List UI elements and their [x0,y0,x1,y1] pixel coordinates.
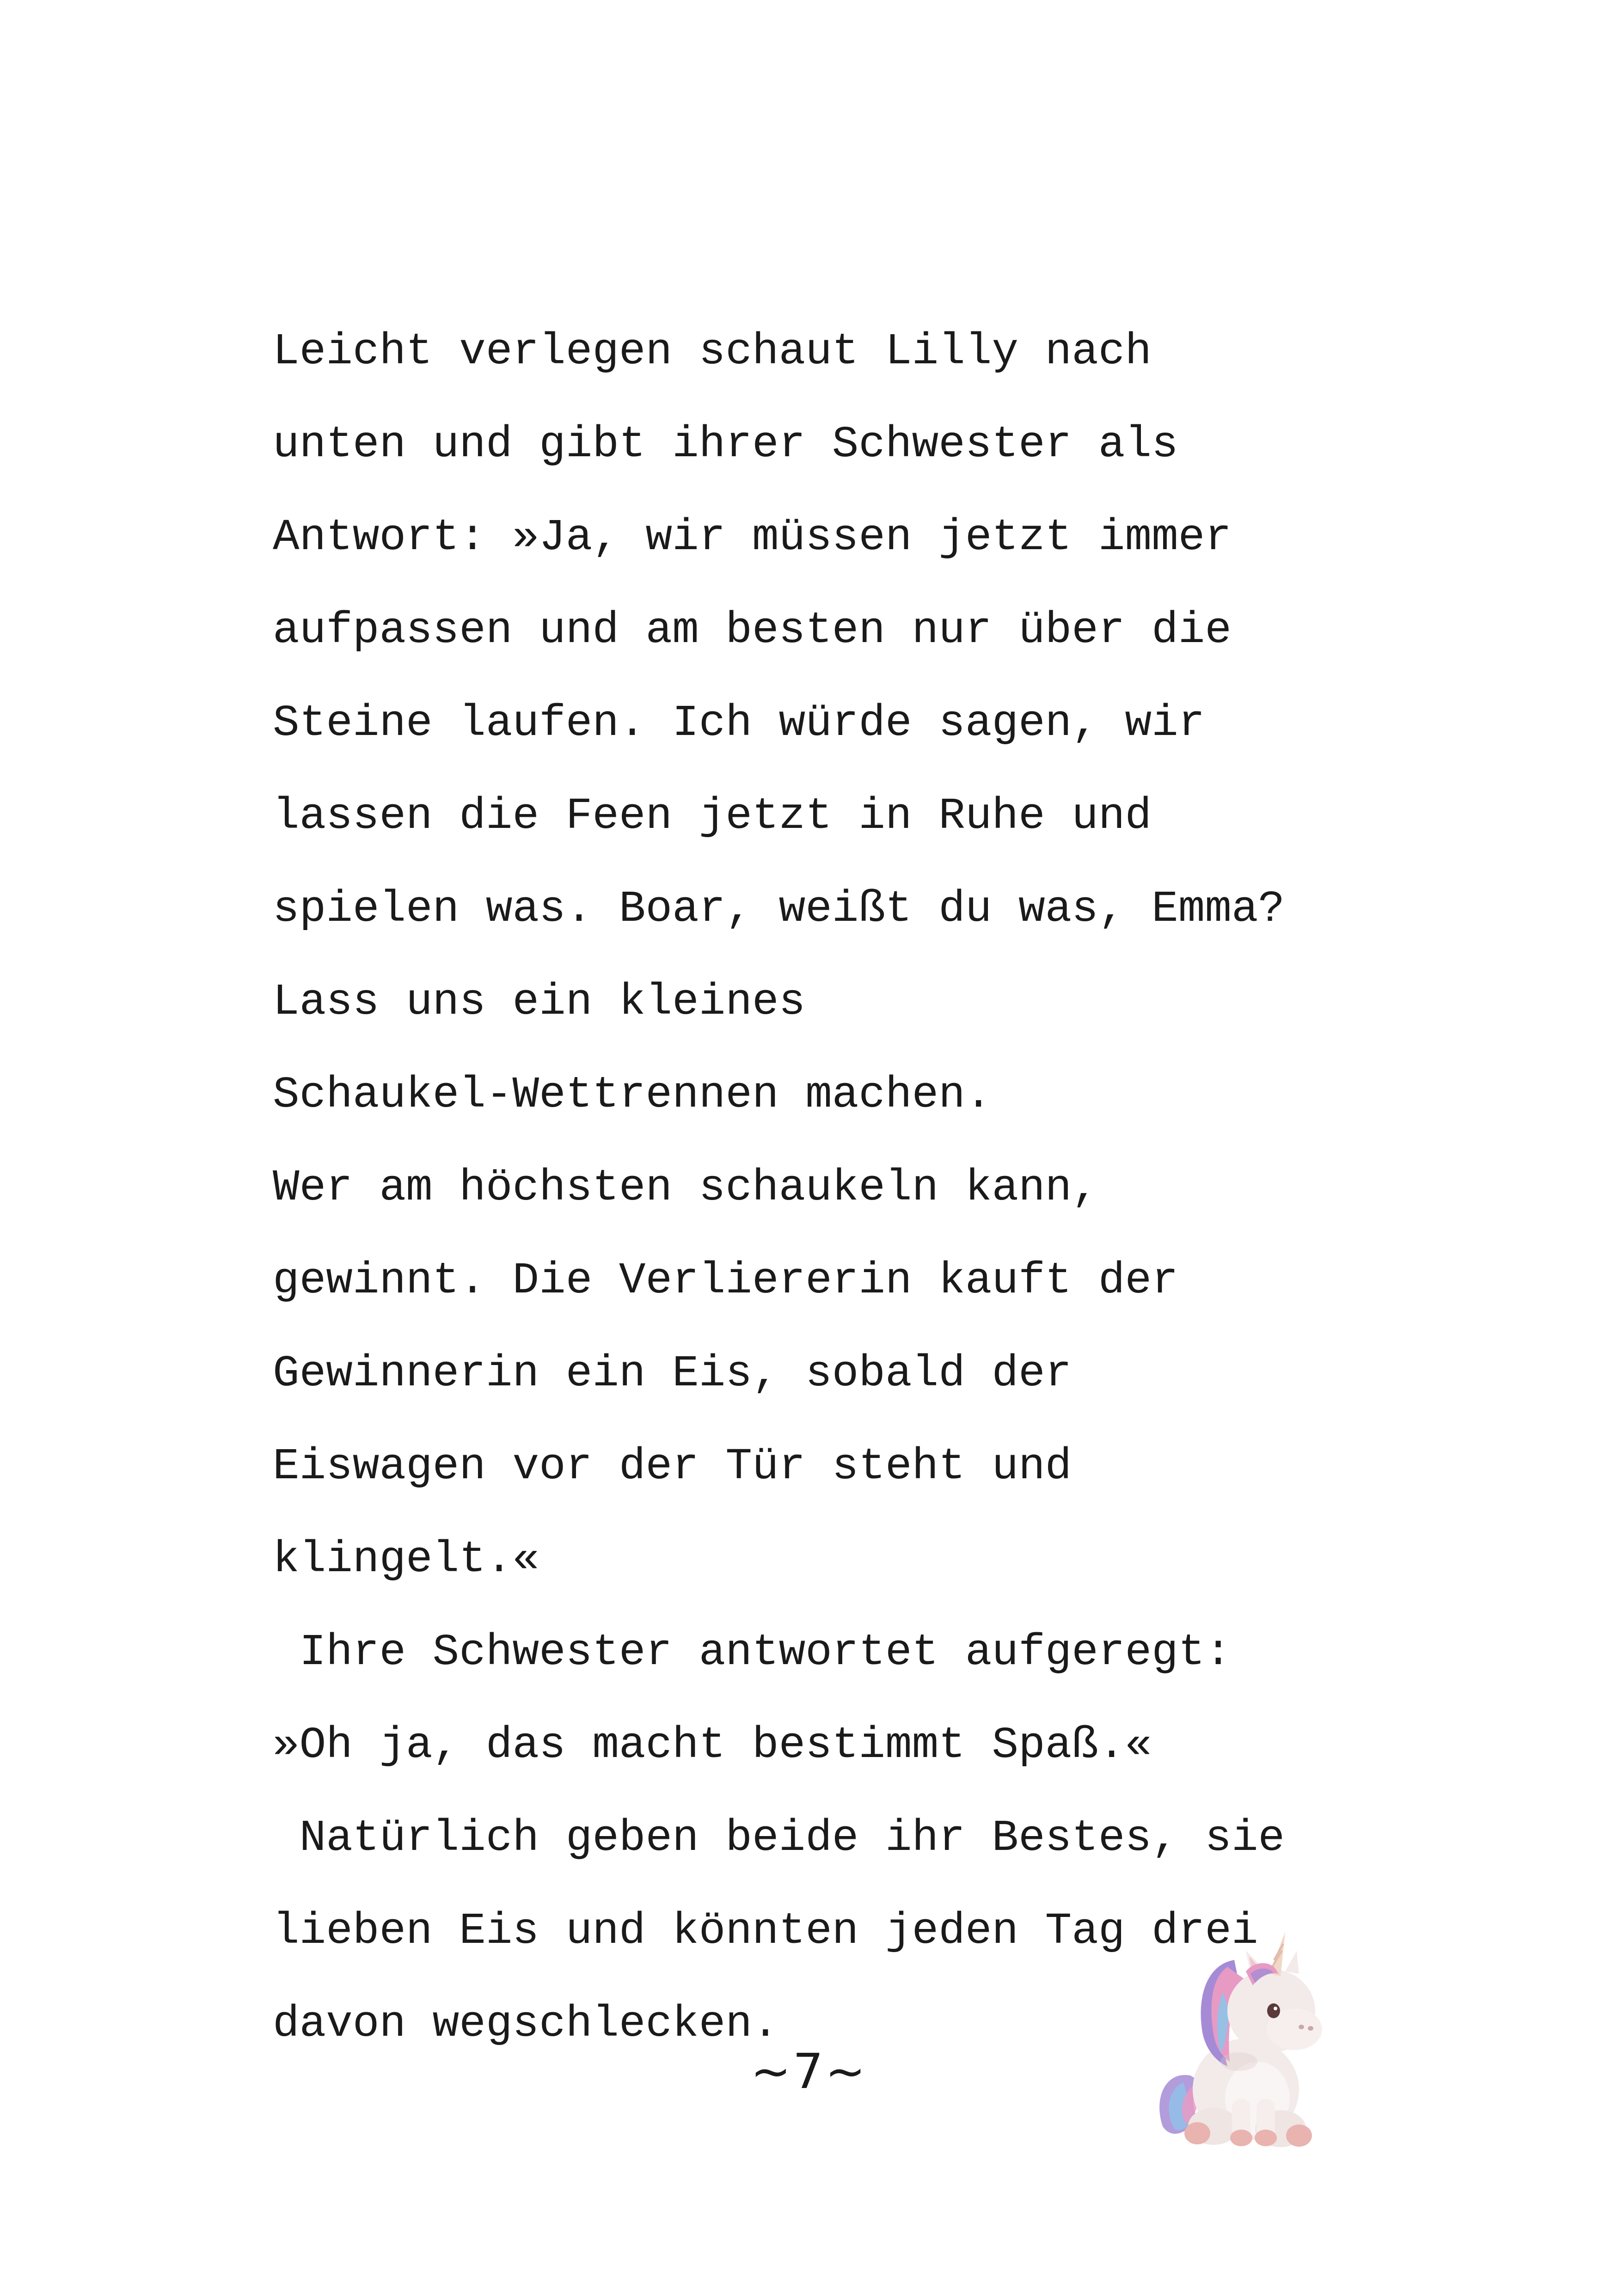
story-line: lassen die Feen jetzt in Ruhe und [273,791,1152,841]
story-line: unten und gibt ihrer Schwester als [273,419,1178,470]
story-line: Schaukel-Wettrennen machen. [273,1070,992,1120]
story-line: aufpassen und am besten nur über die [273,605,1232,655]
story-line: davon wegschlecken. [273,1999,779,2049]
page-number: ~7~ [750,2043,868,2100]
story-text [273,305,1382,2070]
story-line: Lass uns ein kleines [273,977,806,1027]
story-line: Steine laufen. Ich würde sagen, wir [273,698,1205,748]
story-line: Ihre Schwester antwortet aufgeregt: [273,1627,1232,1678]
story-line: gewinnt. Die Verliererin kauft der [273,1255,1178,1306]
story-line: Antwort: »Ja, wir müssen jetzt immer [273,512,1232,563]
story-line: »Oh ja, das macht bestimmt Spaß.« [273,1720,1152,1770]
story-line: Natürlich geben beide ihr Bestes, sie [273,1813,1285,1863]
story-line: klingelt.« [273,1534,539,1585]
story-line: spielen was. Boar, weißt du was, Emma? [273,884,1285,934]
story-line: Gewinnerin ein Eis, sobald der [273,1348,1072,1399]
story-line: Leicht verlegen schaut Lilly nach [273,326,1152,377]
story-line: Wer am höchsten schaukeln kann, [273,1163,1098,1213]
story-line: Eiswagen vor der Tür steht und [273,1441,1072,1492]
story-line: lieben Eis und könnten jeden Tag drei [273,1906,1258,1956]
unicorn-plush-icon [1146,1923,1341,2154]
